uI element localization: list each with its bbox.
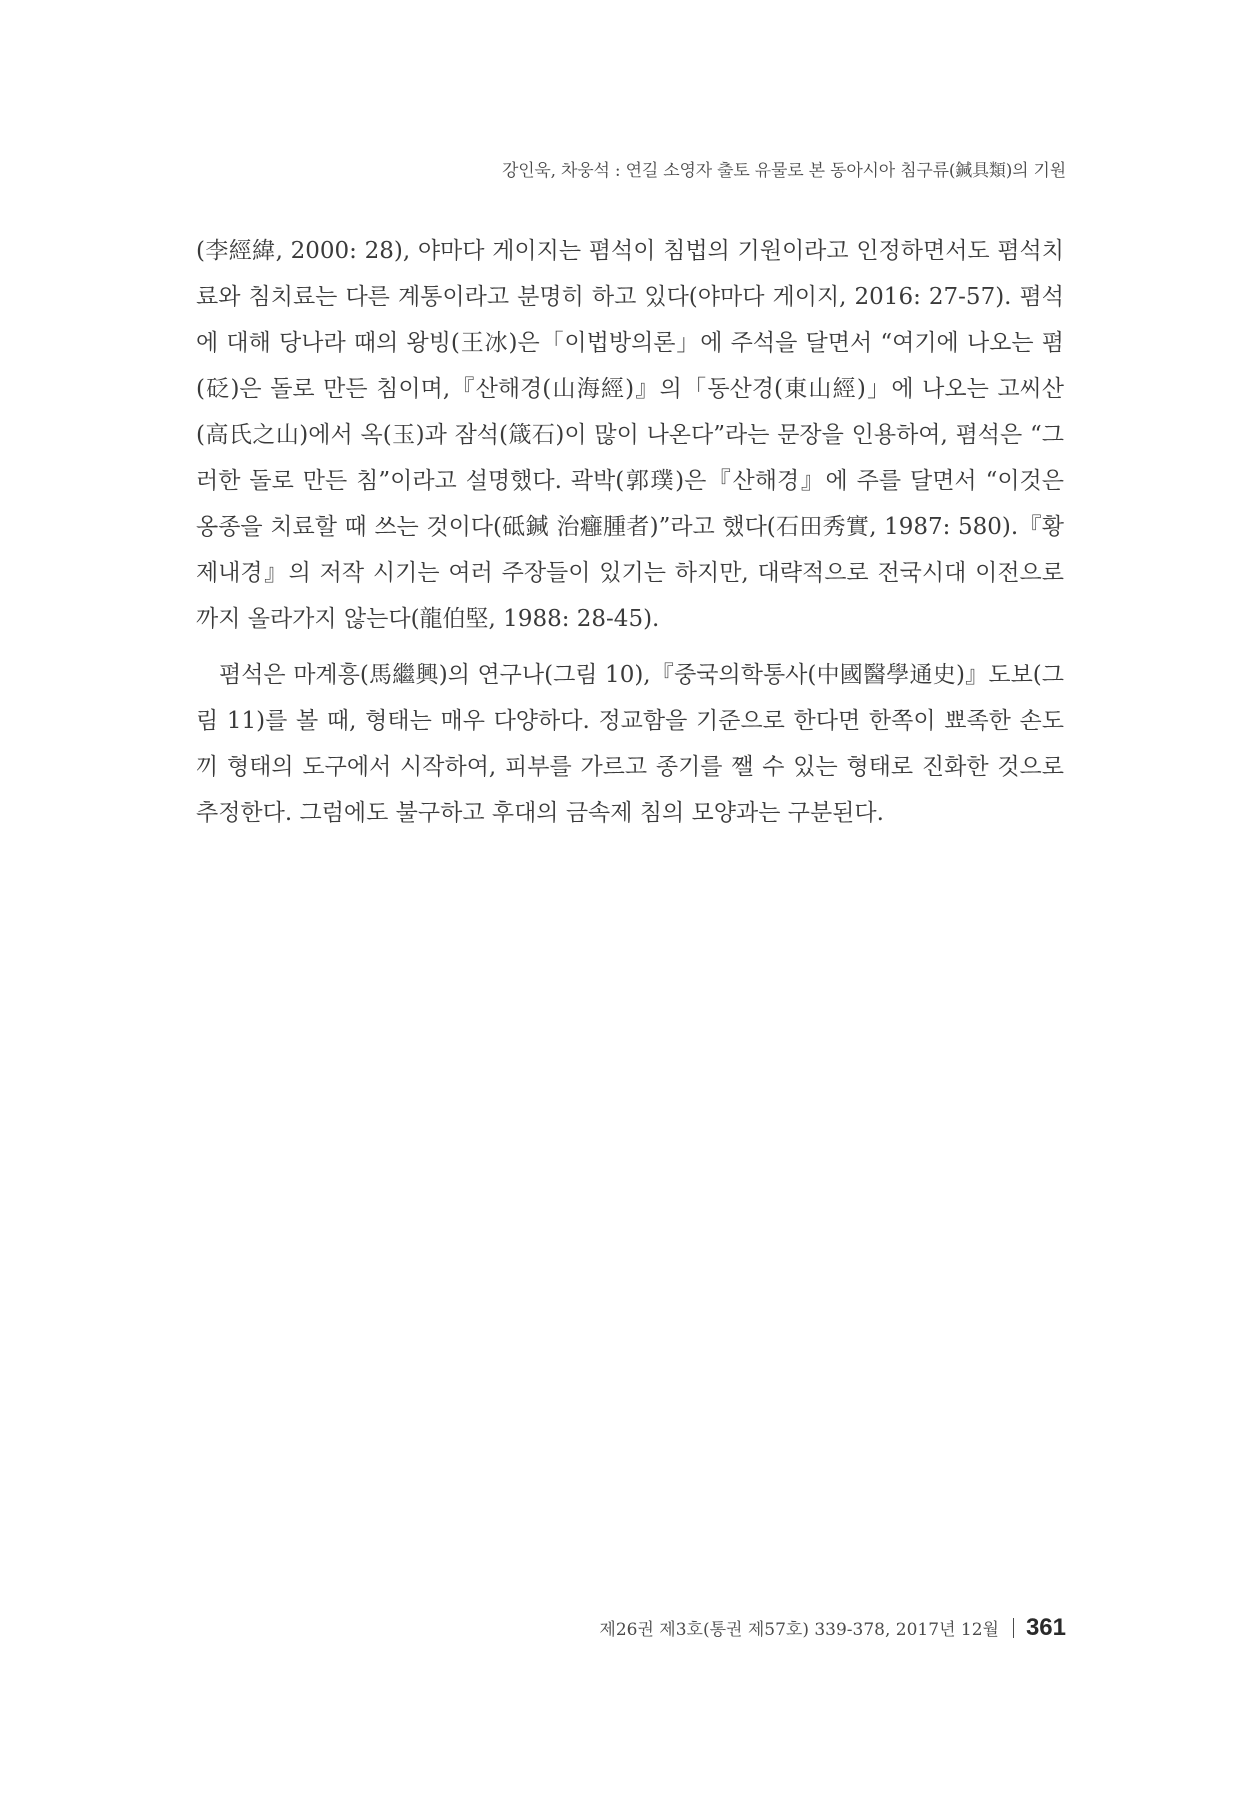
footer-divider bbox=[1013, 1618, 1014, 1638]
journal-citation: 제26권 제3호(통권 제57호) 339-378, 2017년 12월 bbox=[599, 1620, 999, 1640]
article-body bbox=[196, 228, 1064, 836]
page-number: 361 bbox=[1025, 1614, 1066, 1641]
paragraph: 폄석은 마계흥(馬繼興)의 연구나(그림 10),『중국의학통사(中國醫學通史)』도보(그림 11)를 볼 때, 형태는 매우 다양하다. 정교함을 기준으로 한다면 한쪽이 뾰족한 손도끼 형태의 도구에서 시작하여, 피부를 가르고 종기를 쨀 수 있는 형태로 진화한 것으로 추정한다. 그럼에도 불구하고 후대의 금속제 침의 모양과는 구분된다. bbox=[196, 662, 1064, 826]
page-footer bbox=[599, 1614, 1066, 1642]
running-header: 강인욱, 차웅석 : 연길 소영자 출토 유물로 본 동아시아 침구류(鍼具類)의 기원 bbox=[501, 161, 1066, 181]
paragraph: (李經緯, 2000: 28), 야마다 게이지는 폄석이 침법의 기원이라고 인정하면서도 폄석치료와 침치료는 다른 계통이라고 분명히 하고 있다(야마다 게이지, 2016: 27-57). 폄석에 대해 당나라 때의 왕빙(王冰)은「이법방의론」에 주석을 달면서 “여기에 나오는 폄(砭)은 돌로 만든 침이며,『산해경(山海經)』의「동산경(東山經)」에 나오는 고씨산(高氏之山)에서 옥(玉)과 잠석(箴石)이 많이 나온다”라는 문장을 인용하여, 폄석은 “그러한 돌로 만든 침”이라고 설명했다. 곽박(郭璞)은『산해경』에 주를 달면서 “이것은 옹종을 치료할 때 쓰는 것이다(砥鍼 治癰腫者)”라고 했다(石田秀實, 1987: 580).『황제내경』의 저작 시기는 여러 주장들이 있기는 하지만, 대략적으로 전국시대 이전으로까지 올라가지 않는다(龍伯堅, 1988: 28-45). bbox=[196, 238, 1064, 632]
